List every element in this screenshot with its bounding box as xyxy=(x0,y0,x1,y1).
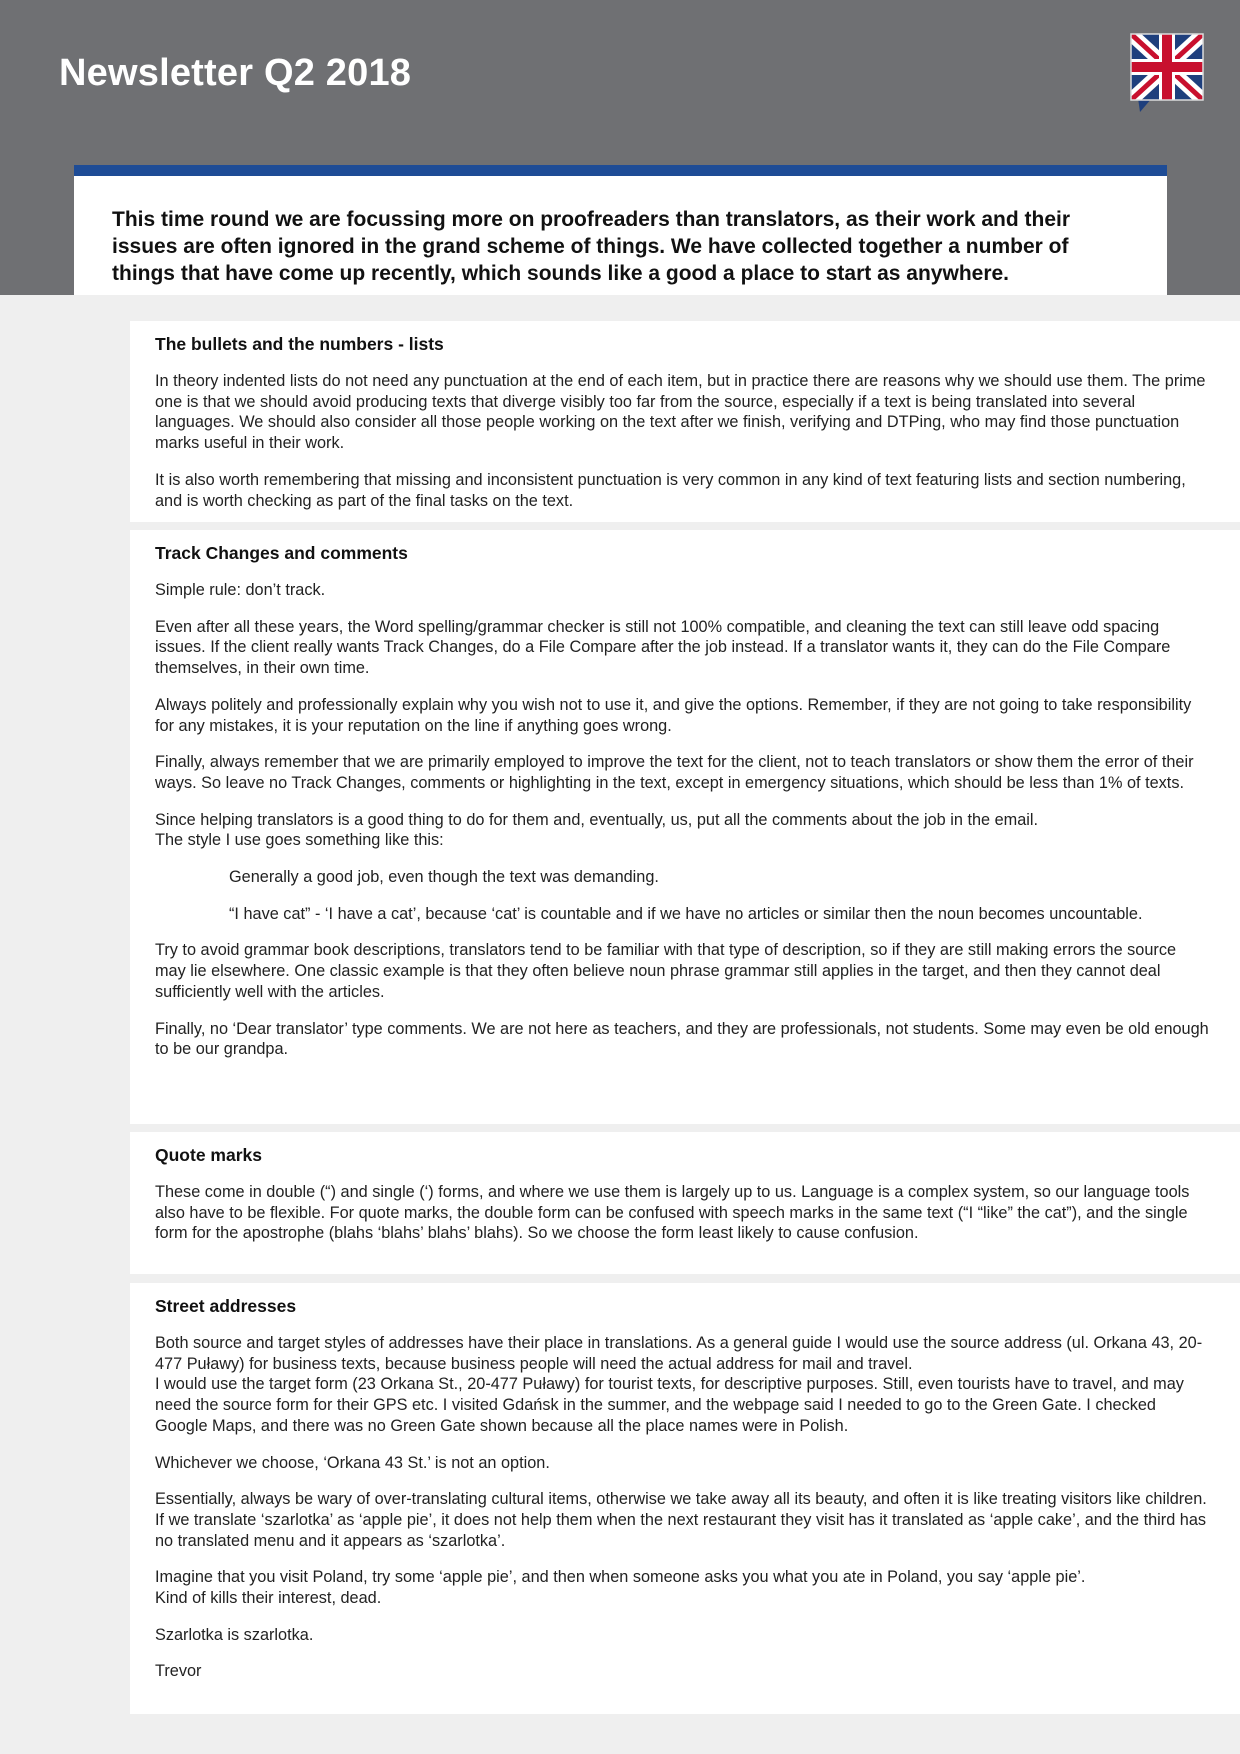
page-title: Newsletter Q2 2018 xyxy=(59,52,412,94)
section-heading: Street addresses xyxy=(155,1296,297,1316)
paragraph: In theory indented lists do not need any punctuation at the end of each item, but in practice there are reasons why we should use them. The prime one is that we should avoid producing texts that diverge visibly too far from the source, especially if a text is being translated into several languages. We should also consider all those people working on the text after we finish, verifying and DTPing, who may find those punctuation marks useful in their work. xyxy=(155,372,1206,453)
signature: Trevor xyxy=(155,1662,202,1681)
paragraph: Imagine that you visit Poland, try some ‘apple pie’, and then when someone asks you what you ate in Poland, you say ‘apple pie’. xyxy=(155,1568,1086,1587)
paragraph: It is also worth remembering that missing and inconsistent punctuation is very common in any kind of text featuring lists and section numbering, and is worth checking as part of the final tasks on the text. xyxy=(155,470,1186,510)
paragraph: Szarlotka is szarlotka. xyxy=(155,1625,314,1644)
section-quote-marks xyxy=(130,1132,1240,1274)
paragraph: Whichever we choose, ‘Orkana 43 St.’ is not an option. xyxy=(155,1453,550,1472)
intro-card xyxy=(74,165,1167,295)
example-comment: “I have cat” - ‘I have a cat’, because ‘cat’ is countable and if we have no articles or similar then the noun becomes uncountable. xyxy=(229,904,1143,923)
section-heading: Quote marks xyxy=(155,1145,262,1165)
paragraph: Even after all these years, the Word spelling/grammar checker is still not 100% compatible, and cleaning the text can still leave odd spacing issues. If the client really wants Track Changes, do a File Compare after the job instead. If a translator wants it, they can do the File Compare themselves, in their own time. xyxy=(155,617,1171,678)
paragraph: Simple rule: don’t track. xyxy=(155,581,326,599)
paragraph: Both source and target styles of addresses have their place in translations. As a general guide I would use the source address (ul. Orkana 43, 20-477 Puławy) for business texts, because business people will need the actual address for mail and travel. xyxy=(155,1334,1203,1373)
paragraph: Essentially, always be wary of over-translating cultural items, otherwise we take away all its beauty, and often it is like treating visitors like children. If we translate ‘szarlotka’ as ‘apple pie’, it does not help them when the next restaurant they visit has it translated as ‘apple cake’, and the third has no translated menu and it appears as ‘szarlotka’. xyxy=(155,1490,1207,1550)
uk-flag-icon xyxy=(1128,32,1206,116)
paragraph: I would use the target form (23 Orkana St., 20-477 Puławy) for tourist texts, for descriptive purposes. Still, even tourists have to travel, and may need the source form for their GPS etc. I visited Gdańsk in the summer, and the webpage said I needed to go to the Green Gate. I checked Google Maps, and there was no Green Gate shown because all the place names were in Polish. xyxy=(155,1375,1184,1435)
section-heading: The bullets and the numbers - lists xyxy=(155,334,444,354)
paragraph: Try to avoid grammar book descriptions, translators tend to be familiar with that type of description, so if they are still making errors the source may lie elsewhere. One classic example is that they often believe noun phrase grammar still applies in the target, and then they cannot deal sufficiently well with the articles. xyxy=(155,941,1177,1001)
paragraph: Since helping translators is a good thing to do for them and, eventually, us, put all the comments about the job in the email. xyxy=(155,810,1039,829)
section-street-addresses xyxy=(130,1283,1240,1714)
intro-text: This time round we are focussing more on proofreaders than translators, as their work and their issues are often ignored in the grand scheme of things. We have collected together a number of things that have come up recently, which sounds like a good a place to start as anywhere. xyxy=(112,208,1071,285)
paragraph: Kind of kills their interest, dead. xyxy=(155,1589,382,1608)
section-track-changes xyxy=(130,530,1240,1124)
paragraph: These come in double (“) and single (‘) forms, and where we use them is largely up to us. Language is a complex system, so our language tools also have to be flexible. For quote marks, the double form can be confused with speech marks in the same text (“I “like” the cat”), and the single form for the apostrophe (blahs ‘blahs’ blahs’ blahs). So we choose the form least likely to cause confusion. xyxy=(155,1183,1190,1243)
paragraph: Finally, always remember that we are primarily employed to improve the text for the client, not to teach translators or show them the error of their ways. So leave no Track Changes, comments or highlighting in the text, except in emergency situations, which should be less than 1% of texts. xyxy=(155,753,1194,792)
paragraph: The style I use goes something like this: xyxy=(155,831,444,850)
paragraph: Finally, no ‘Dear translator’ type comments. We are not here as teachers, and they are professionals, not students. Some may even be old enough to be our grandpa. xyxy=(155,1019,1209,1059)
section-heading: Track Changes and comments xyxy=(155,543,408,563)
paragraph: Always politely and professionally explain why you wish not to use it, and give the options. Remember, if they are not going to take responsibility for any mistakes, it is your reputation on the line if anything goes wrong. xyxy=(155,695,1192,735)
section-lists xyxy=(130,321,1240,522)
example-comment: Generally a good job, even though the text was demanding. xyxy=(229,868,659,887)
